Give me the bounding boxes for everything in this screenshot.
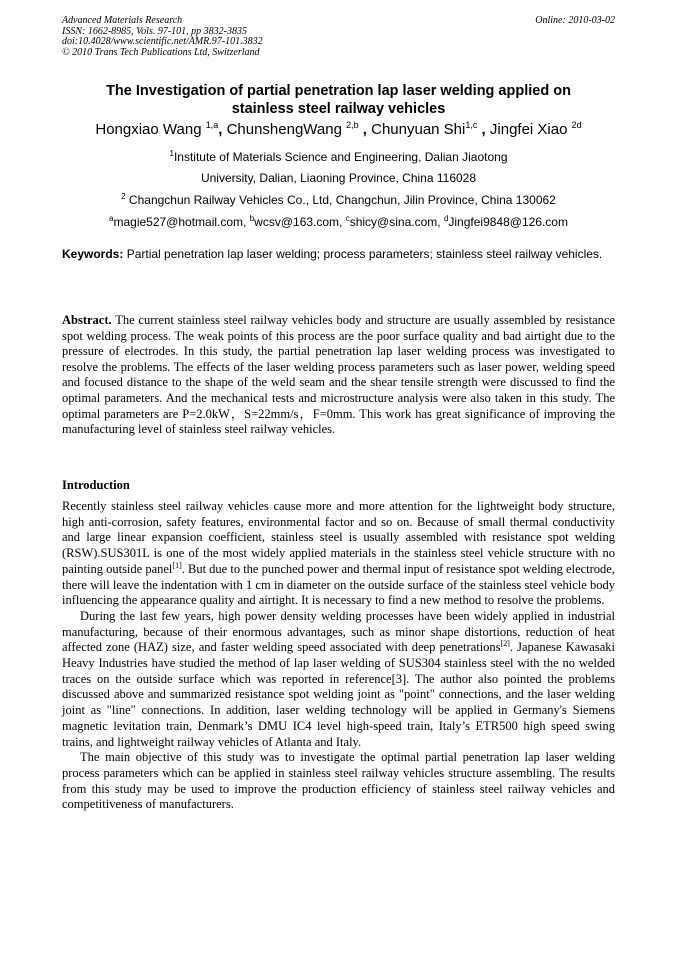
paragraph: The main objective of this study was to investigate the optimal partial penetration lap laser welding process parameters which can be applied in stainless steel railway vehicles structure assembling. The results from this study may be used to improve the production efficiency of stainless steel railway vehicles and competitiveness of manufacturers.: [62, 750, 615, 812]
citation-ref[interactable]: [2]: [500, 639, 510, 649]
keywords-text: Partial penetration lap laser welding; process parameters; stainless steel railway vehicles.: [123, 247, 603, 261]
affiliation-text: University, Dalian, Liaoning Province, China 116028: [200, 171, 477, 185]
abstract-text: The current stainless steel railway vehicles body and structure are usually assembled by resistance spot welding process. The weak points of this process are the poor surface quality and bad airtight due to the pressure of electrodes. In this study, the partial penetration lap laser welding process was investigated to resolve the problems. The effects of the laser welding process parameters such as laser power, welding speed and focused distance to the shape of the weld seam and the shear tensile strength were discussed to find the optimal parameters. And the mechanical tests and microstructure analysis were also taken in this study. The optimal parameters are P=2.0kW，S=22mm/s，F=0mm. This work has great significance of improving the manufacturing level of stainless steel railway vehicles.: [62, 313, 615, 437]
paragraph-text: . Japanese Kawasaki Heavy Industries have studied the method of lap laser welding of SUS304 stainless steel with the no welded traces on the outside surface which was reported in reference[3]. The author also pointed the problems discussed above and summarized resistance spot welding joint as "point" connections, and the laser welding joint as "line" connections. In addition, laser welding technology will be applied in Germany's Siemens magnetic levitation train, Denmark’s DMU IC4 level high-speed train, Italy’s ETR500 high speed swing trains, and lightweight railway vehicles of Atlanta and Italy.: [62, 640, 615, 749]
author-list: [62, 121, 615, 139]
author-name: Hongxiao Wang: [95, 121, 206, 138]
email-link[interactable]: Jingfei9848@126.com: [448, 215, 568, 229]
introduction-heading: Introduction: [62, 478, 130, 492]
affiliation-mark: 2: [121, 192, 126, 201]
affiliation-text: Changchun Railway Vehicles Co., Ltd, Changchun, Jilin Province, China 130062: [125, 193, 556, 207]
abstract-block: [62, 313, 615, 438]
author-affiliation-mark: 1,a: [205, 120, 219, 130]
email-mark: d: [443, 214, 449, 223]
abstract-label: Abstract.: [62, 313, 112, 327]
journal-name: Advanced Materials Research: [62, 15, 183, 26]
paragraph-text: . But due to the punched power and thermal input of resistance spot welding electrode, there will leave the indentation with 1 cm in diameter on the outside surface of the stainless steel vehicle body influencing the appearance quality and airtight. It is necessary to find a new method to resolve the problems.: [62, 561, 615, 608]
title-line-2: stainless steel railway vehicles: [231, 101, 446, 117]
title-line-1: The Investigation of partial penetration lap laser welding applied on: [106, 83, 571, 99]
author-name: ChunshengWang: [226, 121, 347, 138]
email-link[interactable]: wcsv@163.com,: [254, 215, 346, 229]
author-name: Chunyuan Shi: [371, 121, 466, 138]
online-date: Online: 2010-03-02: [535, 15, 615, 26]
paper-title: [62, 82, 615, 118]
paragraph: [62, 499, 615, 609]
affiliation-2: [62, 193, 615, 207]
affiliation-text: Institute of Materials Science and Engineering, Dalian Jiaotong: [173, 150, 508, 164]
paragraph: [62, 609, 615, 750]
author-separator: ,: [358, 121, 372, 138]
paragraph-text: During the last few years, high power density welding processes have been widely applied in industrial manufacturing, because of their enormous advantages, such as minor shape distortions, reduction of heat affected zone (HAZ) size, and faster welding speed associated with deep penetrations: [62, 608, 615, 655]
author-separator: ,: [477, 121, 490, 138]
author-affiliation-mark: 1,c: [465, 120, 478, 130]
author-affiliation-mark: 2,b: [346, 120, 359, 130]
email-link[interactable]: magie527@hotmail.com,: [113, 215, 250, 229]
doi-line: doi:10.4028/www.scientific.net/AMR.97-101.3832: [62, 36, 263, 47]
introduction-body: [62, 499, 615, 813]
paragraph-text: Recently stainless steel railway vehicles cause more and more attention for the lightweight body structure, high anti-corrosion, safety features, environmental factor and so on. Because of small thermal conductivity and large linear expansion coefficient, stainless steel is usually assembled with resistance spot welding (RSW).SUS301L is one of the most widely applied materials in the stainless steel vehicle structure with no painting outside panel: [62, 499, 615, 576]
affiliation-1-line-1: [62, 150, 615, 164]
publication-header: [62, 16, 615, 58]
email-mark: a: [109, 214, 114, 223]
keywords-label: Keywords:: [62, 247, 124, 261]
author-separator: ,: [218, 121, 227, 138]
author-emails: [62, 215, 615, 229]
keywords-block: [62, 247, 615, 261]
affiliation-mark: 1: [169, 149, 174, 158]
author-affiliation-mark: 2d: [571, 120, 582, 130]
email-link[interactable]: shicy@sina.com,: [349, 215, 444, 229]
affiliation-1-line-2: [62, 171, 615, 185]
author-name: Jingfei Xiao: [489, 121, 572, 138]
email-mark: c: [345, 214, 350, 223]
citation-ref[interactable]: [1]: [172, 560, 182, 570]
copyright-line: © 2010 Trans Tech Publications Ltd, Switzerland: [62, 46, 260, 58]
email-mark: b: [249, 214, 255, 223]
issn-line: ISSN: 1662-8985, Vols. 97-101, pp 3832-3835: [62, 25, 247, 37]
